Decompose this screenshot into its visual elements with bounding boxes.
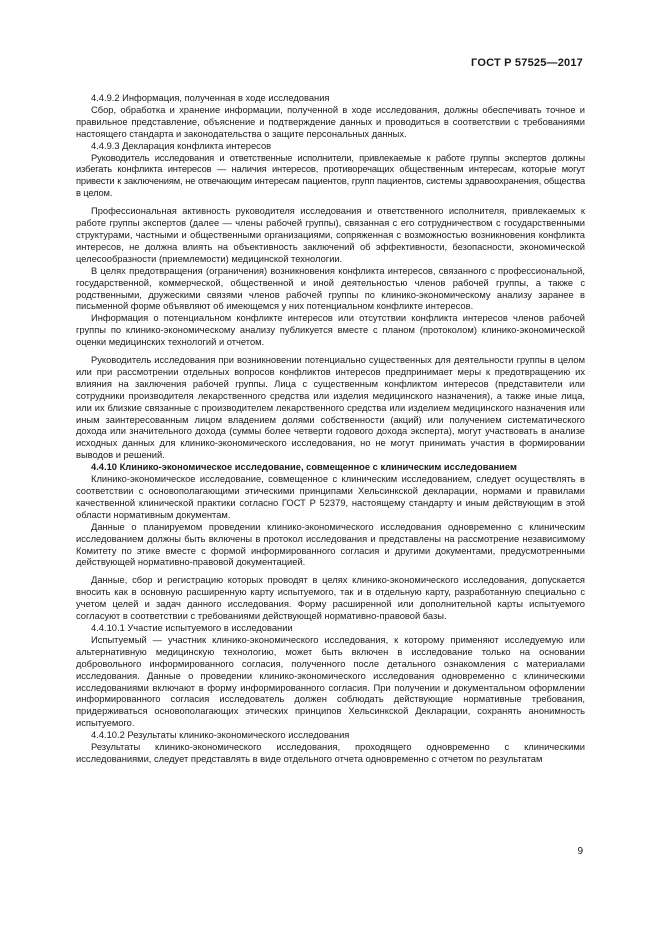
clause-4-4-10-1-heading: 4.4.10.1 Участие испытуемого в исследовании (91, 622, 293, 633)
body-paragraph: В целях предотвращения (ограничения) возникновения конфликта интересов, связанного с профессиональной, государственной, коммерческой, общественной и иной деятельностью членов рабочей группы, а также с родственными, дружескими связями членов рабочей группы по клинико-экономическому анализу заранее в письменной форме объявляют об имеющемся у них потенциальном конфликте интересов. (76, 265, 585, 312)
document-body (76, 93, 585, 766)
body-paragraph: Результаты клинико-экономического исследования, проходящего одновременно с клиническими исследованиями, следует представлять в виде отдельного отчета одновременно с отчетом по результатам (76, 742, 585, 764)
body-paragraph: Данные, сбор и регистрацию которых проводят в целях клинико-экономического исследования, допускается вносить как в основную расширенную карту испытуемого, так и в отдельную карту, разработанную специально с учетом целей и задач данного исследования. Форму расширенной или дополнительной карты испытуемого согласуют в соответствии с требованиями действующей нормативно-правовой базы. (76, 575, 585, 622)
body-paragraph: Руководитель исследования и ответственные исполнители, привлекаемые к работе группы экспертов должны избегать конфликта интересов — наличия интересов, противоречащих общественным интересам, которые могут привести к заключениям, не отвечающим интересам пациентов, групп пациентов, системы здравоохранения, общества в целом. (76, 152, 585, 199)
clause-4-4-10-heading: 4.4.10 Клинико-экономическое исследование, совмещенное с клиническим исследованием (91, 462, 517, 473)
body-paragraph: Профессиональная активность руководителя исследования и ответственного исполнителя, привлекаемых к работе группы экспертов (далее — члены рабочей группы), связанная с его сотрудничеством с государственными структурами, частными и общественными организациями, сопряженная с возможностью возникновения конфликта интересов, не должна влиять на объективность заключений об эффективности, безопасности, экономической целесообразности (приемлемости) медицинской технологии. (76, 206, 585, 264)
body-paragraph: Данные о планируемом проведении клинико-экономического исследования одновременно с клиническим исследованием должны быть включены в протокол исследования и представлены на рассмотрение независимому Комитету по этике вместе с формой информированного согласия и другими документами, предусмотренными действующей нормативно-правовой документацией. (76, 521, 585, 568)
clause-4-4-9-3-heading: 4.4.9.3 Декларация конфликта интересов (91, 140, 272, 151)
page-number: 9 (577, 846, 583, 857)
clause-4-4-10-2-heading: 4.4.10.2 Результаты клинико-экономического исследования (91, 730, 350, 741)
body-paragraph: Клинико-экономическое исследование, совмещенное с клиническим исследованием, следует осуществлять в соответствии с основополагающими этическими принципами Хельсинкской декларации, нормами и правилами качественной клинической практики согласно ГОСТ Р 52379, настоящему стандарту и иным действующим в этой области нормативным документам. (76, 474, 585, 520)
body-paragraph: Сбор, обработка и хранение информации, полученной в ходе исследования, должны обеспечивать точное и правильное представление, объяснение и подтверждение данных и проводиться в соответствии с требованиями настоящего стандарта и законодательства о защите персональных данных. (76, 104, 585, 139)
standard-code-header: ГОСТ Р 57525—2017 (471, 57, 583, 69)
body-paragraph: Информация о потенциальном конфликте интересов или отсутствии конфликта интересов членов рабочей группы по клинико-экономическому анализу публикуется вместе с планом (протоколом) клинико-экономической оценки медицинских технологий и отчетом. (76, 313, 585, 348)
body-paragraph: Руководитель исследования при возникновении потенциально существенных для деятельности группы в целом или при рассмотрении отдельных вопросов конфликтов интересов предпринимает меры к предотвращению их влияния на заключения рабочей группы. Лица с существенным конфликтом интересов (представители или сотрудники производителя лекарственного средства или изделия медицинского назначения), а также иные лица, или их близкие связанные с производителем лекарственного средства или изделием медицинского назначения или иным заинтересованным лицом владением долями собственности (акций) или получением систематического дохода или значительного дохода (суммы более четверти годового дохода эксперта), могут участвовать в анализе исходных данных для клинико-экономического исследования, но не могут принимать участия в формировании выводов и решений. (76, 355, 585, 461)
body-paragraph: Испытуемый — участник клинико-экономического исследования, к которому применяют исследуемую или альтернативную медицинскую технологию, может быть включен в исследование только на основании добровольного информированного согласия, полученного после детального ознакомления с материалами исследования. Данные о проведении клинико-экономического исследования одновременно с клиническими исследованиями включают в форму информированного согласия. При получении и документальном оформлении информированного согласия исследователь должен соблюдать действующие нормативные требования, придерживаться основополагающих этических принципов Хельсинкской Декларации, сохранять анонимность испытуемого. (76, 634, 585, 729)
clause-4-4-9-2-heading: 4.4.9.2 Информация, полученная в ходе исследования (91, 93, 330, 103)
